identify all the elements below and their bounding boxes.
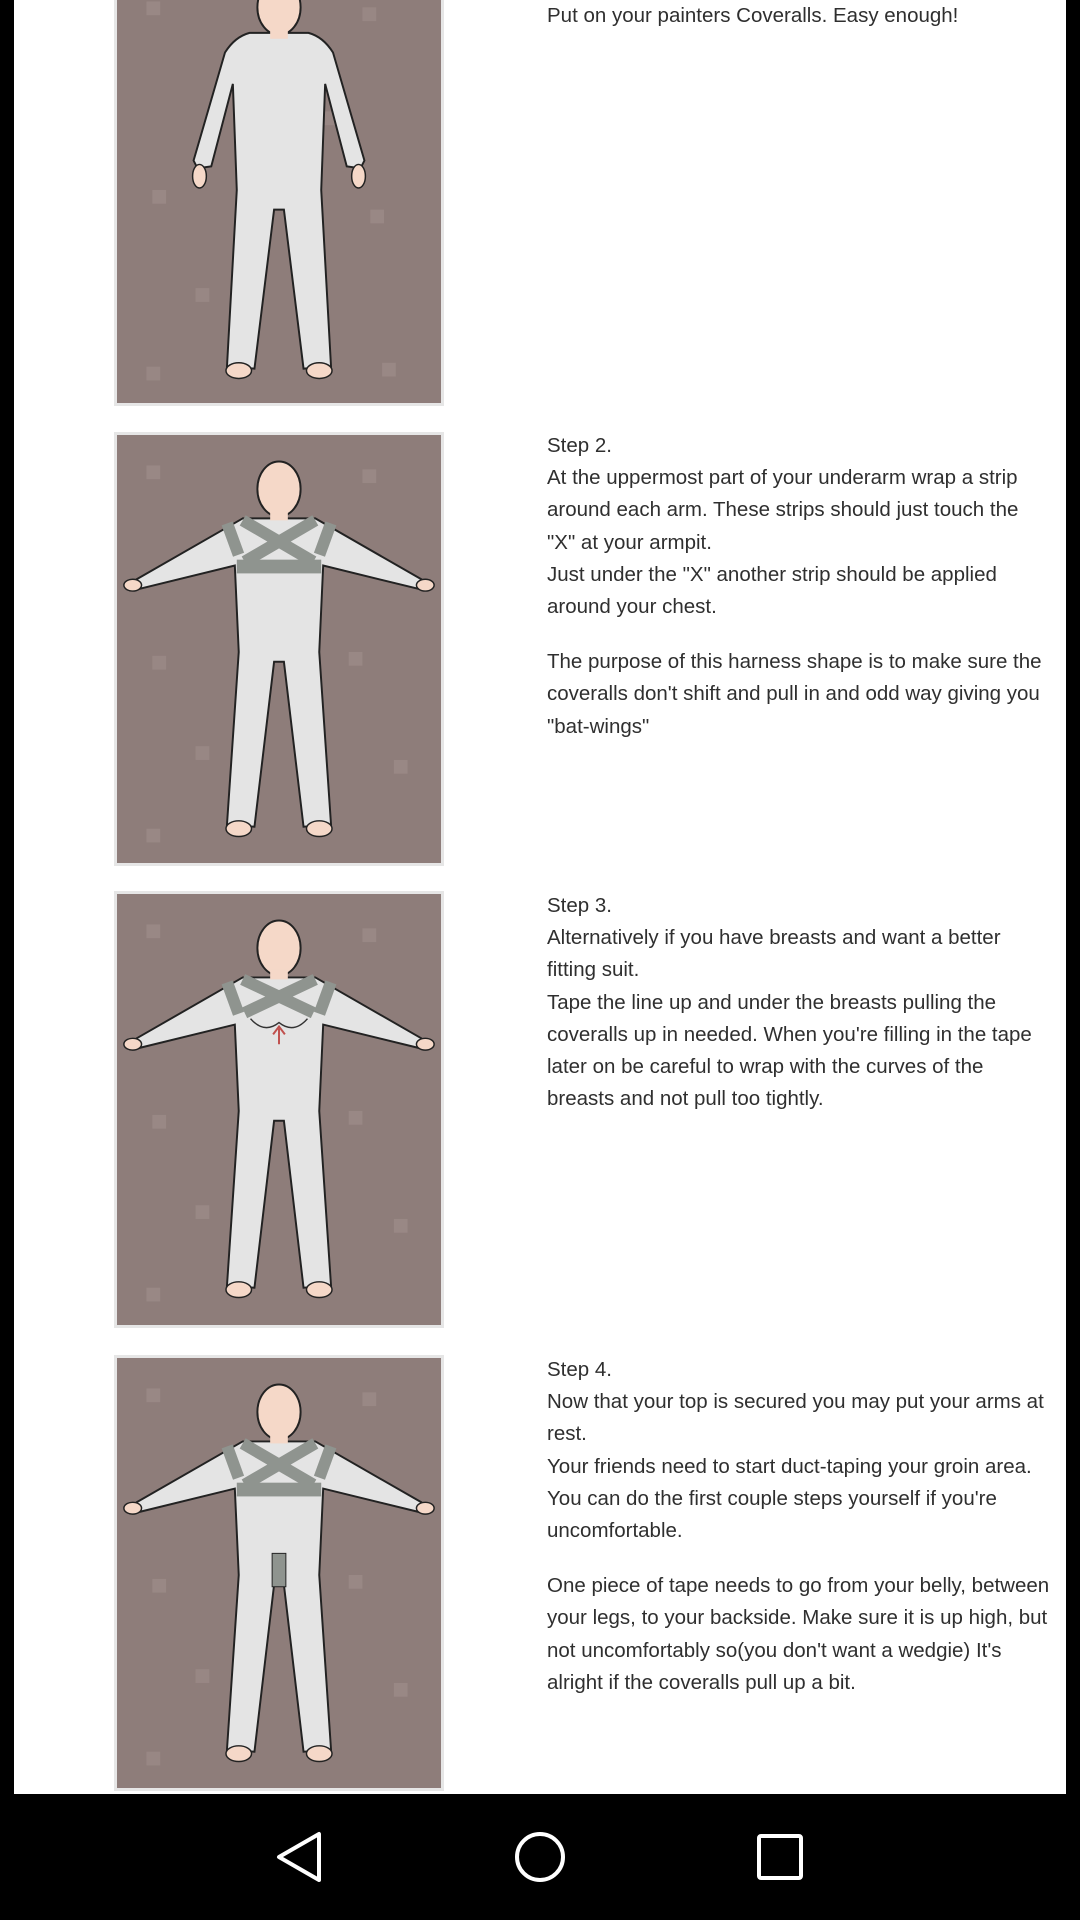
step2-paragraph-1: At the uppermost part of your underarm wrap a strip around each arm. These strips should just touch the "X" at your armpit. [547,466,1019,554]
back-triangle-icon [265,1822,335,1892]
step4-figure [114,1355,444,1791]
step3-paragraph-1: Alternatively if you have breasts and want a better fitting suit. [547,926,1001,982]
step4-paragraph-1: Now that your top is secured you may put your arms at rest. [547,1390,1044,1446]
coveralls-figure-groin-tape-icon [117,1358,441,1788]
step1-figure [114,0,444,406]
coveralls-figure-chest-harness-icon [117,435,441,863]
step4-heading: Step 4. [547,1358,612,1381]
back-button[interactable] [265,1822,335,1892]
coveralls-figure-arms-down-icon [117,0,441,403]
step4-paragraph-3: One piece of tape needs to go from your belly, between your legs, to your backside. Make sure it is up high, but not uncomfortably so(you don't want a wedgie) It's alright if the coveralls pull up a bit. [547,1574,1050,1694]
system-nav-bar [0,1794,1080,1920]
step3-heading: Step 3. [547,894,612,917]
recents-square-icon [745,1822,815,1892]
step3-text [547,890,1052,1115]
home-button[interactable] [505,1822,575,1892]
recents-button[interactable] [745,1822,815,1892]
step4-text [547,1354,1052,1699]
coveralls-figure-breast-tape-icon [117,894,441,1325]
step2-text [547,430,1052,743]
step2-heading: Step 2. [547,434,612,457]
step3-figure [114,891,444,1328]
home-circle-icon [505,1822,575,1892]
step1-paragraph: Put on your painters Coveralls. Easy enough! [547,4,959,27]
step2-paragraph-3: The purpose of this harness shape is to make sure the coveralls don't shift and pull in and odd way giving you "bat-wings" [547,650,1042,738]
step3-paragraph-2: Tape the line up and under the breasts pulling the coveralls up in needed. When you're filling in the tape later on be careful to wrap with the curves of the breasts and not pull too tightly. [547,990,1032,1111]
step4-paragraph-2: Your friends need to start duct-taping your groin area. You can do the first couple steps yourself if you're uncomfortable. [547,1454,1032,1543]
step2-paragraph-2: Just under the "X" another strip should be applied around your chest. [547,562,997,619]
article-page[interactable] [14,0,1066,1794]
step2-figure [114,432,444,866]
step1-text [547,0,1052,32]
